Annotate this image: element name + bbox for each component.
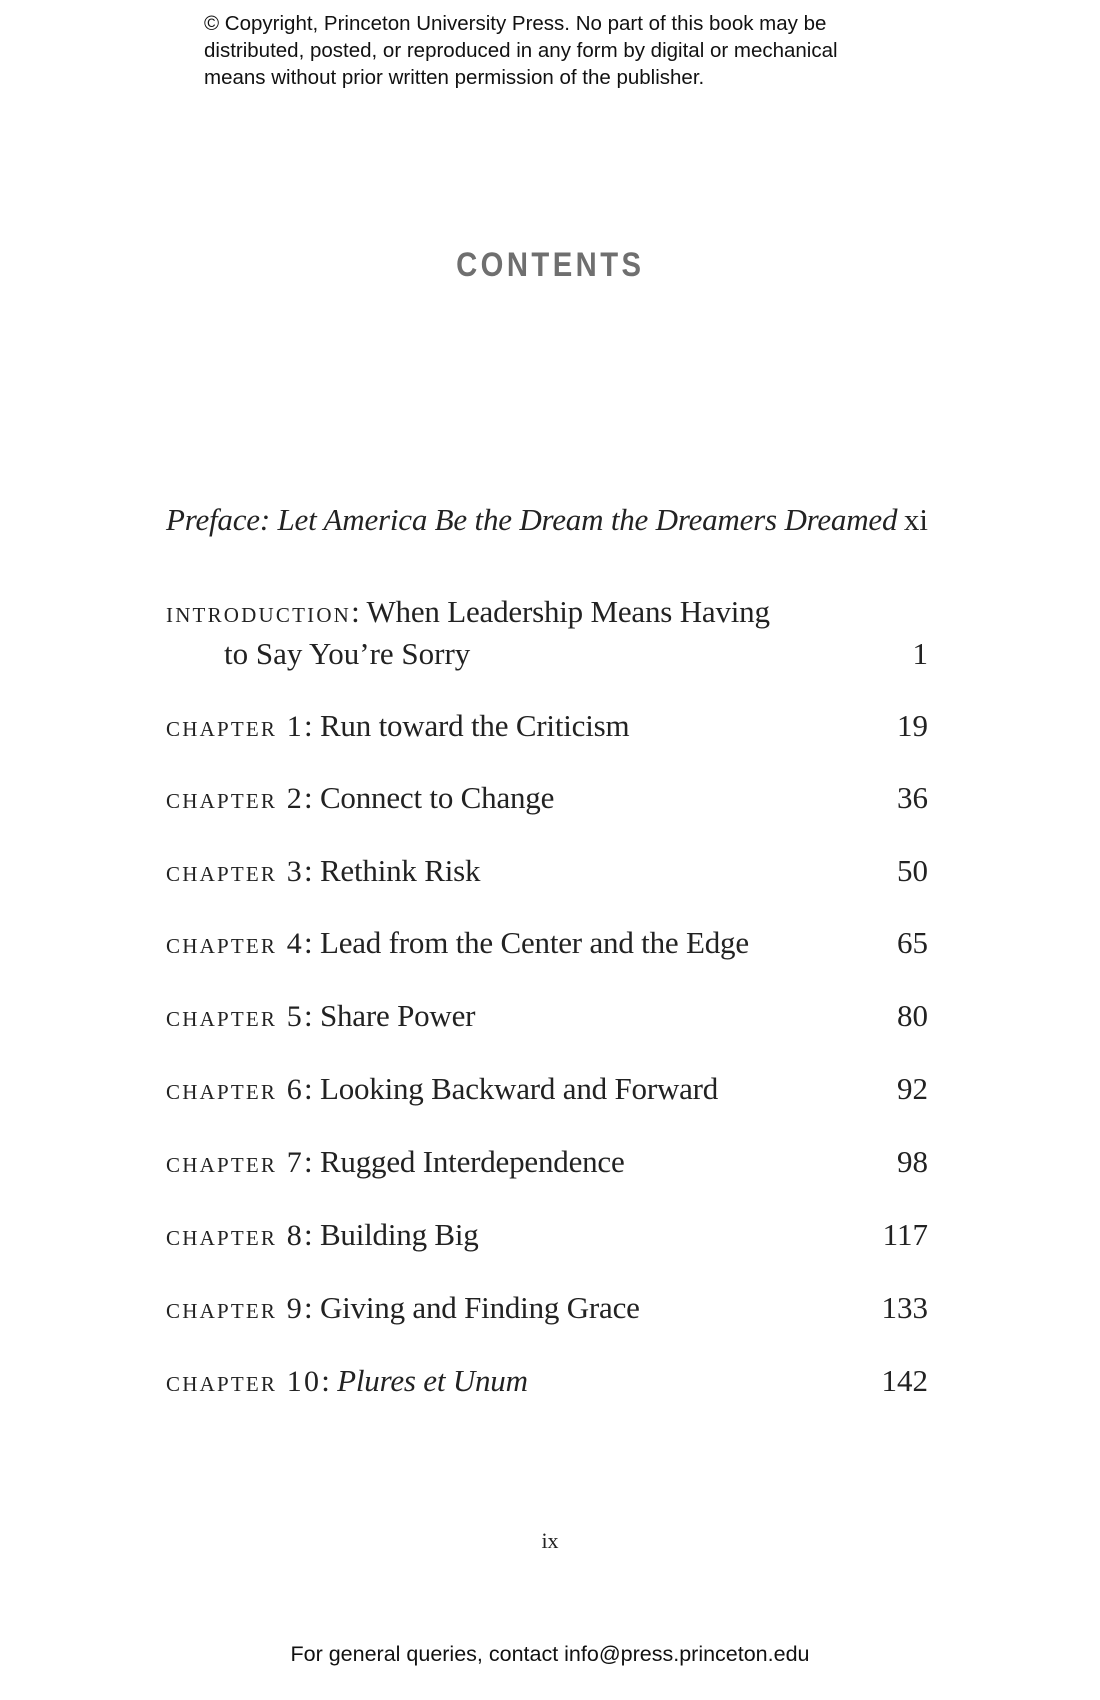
- toc-entry-separator: :: [303, 780, 320, 815]
- toc-entry-title-text: Building Big: [319, 1217, 479, 1252]
- toc-entry-page: 65: [897, 925, 928, 960]
- page-number: ix: [541, 1528, 559, 1553]
- toc-entry-page: 19: [897, 708, 928, 743]
- toc-entry-label: chapter 8: [166, 1219, 304, 1252]
- footer-contact: For general queries, contact info@press.princeton.edu: [290, 1642, 810, 1666]
- toc-entry-title-text: Share Power: [319, 998, 476, 1033]
- toc-entry-page: 92: [897, 1071, 928, 1106]
- toc-entry-title: [166, 1290, 640, 1326]
- toc-entry-label: chapter 5: [166, 1000, 304, 1033]
- toc-entry-title-line: to Say You’re Sorry: [224, 636, 471, 671]
- toc-entry-title: [166, 853, 480, 889]
- toc-entry-title-text: Looking Backward and Forward: [319, 1071, 719, 1106]
- toc-entry-title-text: Rethink Risk: [319, 853, 481, 888]
- toc-entry-title: [166, 1144, 625, 1180]
- toc-entry-chapter: [166, 1363, 928, 1403]
- toc-entry-page: 117: [882, 1217, 928, 1252]
- toc-entry-title: [166, 1363, 528, 1399]
- toc-entry-chapter: [166, 853, 928, 893]
- toc-entry-separator: :: [303, 1217, 320, 1252]
- toc-entry-chapter: [166, 998, 928, 1038]
- toc-entry-label: chapter 3: [166, 855, 304, 888]
- toc-entry-title: [166, 594, 770, 630]
- toc-entry-separator: :: [351, 594, 367, 629]
- toc-entry-introduction: [166, 594, 928, 678]
- toc-entry-chapter: [166, 1217, 928, 1257]
- toc-entry-page: 1: [912, 636, 928, 671]
- toc-entry-separator: :: [303, 708, 320, 743]
- toc-entry-label: chapter 7: [166, 1146, 304, 1179]
- toc-entry-label: chapter 2: [166, 782, 304, 815]
- toc-entry-preface: [166, 502, 928, 542]
- toc-entry-title-line: When Leadership Means Having: [366, 594, 770, 629]
- toc-entry-label: introduction: [166, 596, 352, 629]
- toc-entry-title: [166, 1071, 718, 1107]
- toc-entry-title-text: Giving and Finding Grace: [319, 1290, 640, 1325]
- toc-entry-title-text: Connect to Change: [319, 780, 555, 815]
- toc-entry-page: 142: [881, 1363, 928, 1398]
- toc-entry-page: 133: [881, 1290, 928, 1325]
- copyright-line: © Copyright, Princeton University Press. No part of this book may be: [204, 12, 827, 35]
- toc-entry-title: [166, 1217, 479, 1253]
- toc-entry-title: Preface: Let America Be the Dream the Dreamers Dreamed: [166, 502, 898, 537]
- toc-entry-page: xi: [903, 502, 928, 537]
- toc-entry-title: [166, 925, 749, 961]
- toc-entry-label: chapter 1: [166, 710, 304, 743]
- toc-entry-chapter: [166, 925, 928, 965]
- toc-entry-label: chapter 10: [166, 1365, 322, 1398]
- copyright-notice: [204, 10, 924, 91]
- toc-entry-page: 98: [897, 1144, 928, 1179]
- copyright-line: distributed, posted, or reproduced in any form by digital or mechanical: [204, 39, 838, 62]
- toc-entry-separator: :: [303, 1290, 320, 1325]
- toc-entry-page: 80: [897, 998, 928, 1033]
- page-title: CONTENTS: [456, 246, 645, 284]
- toc-entry-label: chapter 9: [166, 1292, 304, 1325]
- toc-entry-separator: :: [303, 998, 320, 1033]
- toc-entry-title-text: Plures et Unum: [337, 1363, 528, 1398]
- toc-entry-title: [166, 780, 554, 816]
- toc-entry-title: [166, 998, 475, 1034]
- copyright-line: means without prior written permission of the publisher.: [204, 66, 705, 89]
- toc-entry-separator: :: [303, 1071, 320, 1106]
- toc-entry-chapter: [166, 780, 928, 820]
- toc-entry-chapter: [166, 1071, 928, 1111]
- toc-entry-title-text: Lead from the Center and the Edge: [319, 925, 749, 960]
- toc-entry-separator: :: [303, 1144, 320, 1179]
- toc-entry-chapter: [166, 1290, 928, 1330]
- toc-entry-title-text: Rugged Interdependence: [319, 1144, 625, 1179]
- toc-entry-label: chapter 4: [166, 927, 304, 960]
- toc-entry-page: 36: [897, 780, 928, 815]
- toc-entry-separator: :: [321, 1363, 338, 1398]
- toc-entry-chapter: [166, 1144, 928, 1184]
- toc-entry-title-text: Run toward the Criticism: [319, 708, 630, 743]
- toc-entry-separator: :: [303, 853, 320, 888]
- toc-entry-chapter: [166, 708, 928, 748]
- toc-entry-title: [166, 708, 629, 744]
- toc-entry-label: chapter 6: [166, 1073, 304, 1106]
- toc-entry-page: 50: [897, 853, 928, 888]
- toc-entry-separator: :: [303, 925, 320, 960]
